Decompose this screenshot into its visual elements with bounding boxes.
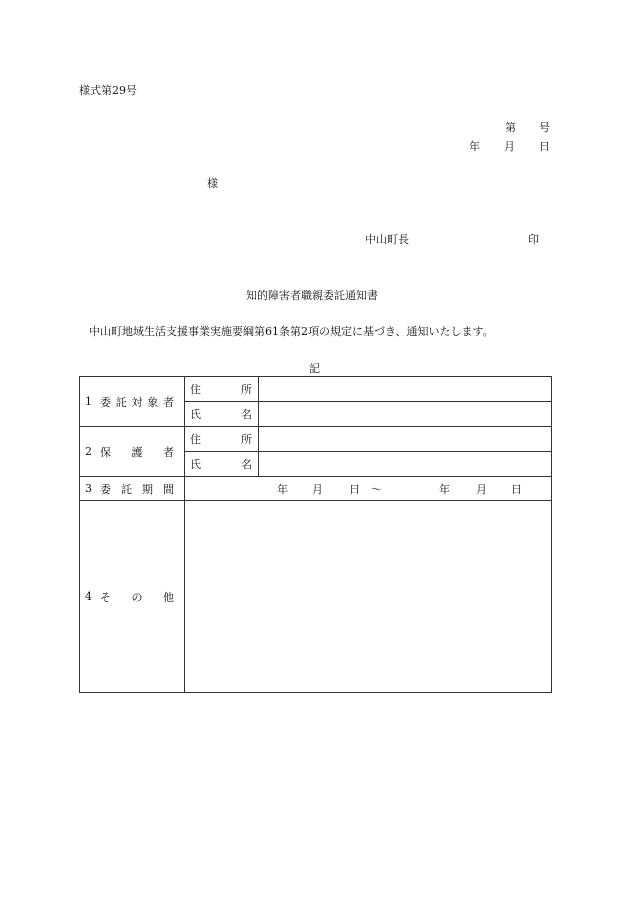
period-from-day: 日: [349, 482, 360, 496]
doc-number-prefix: 第: [505, 121, 516, 134]
target-name-value[interactable]: [259, 402, 552, 427]
target-address-value[interactable]: [259, 377, 552, 402]
category-cell: [80, 477, 185, 501]
guardian-name-value[interactable]: [259, 452, 552, 477]
notification-table: [79, 376, 552, 693]
sub-label-cell: [185, 377, 259, 402]
date-line: [469, 138, 550, 154]
category-cell: [80, 501, 185, 693]
period-from-month: 月: [312, 482, 323, 496]
row-number: 2: [85, 445, 92, 458]
document-title: 知的障害者職親委託通知書: [246, 289, 378, 302]
period-tilde: 〜: [371, 482, 382, 496]
other-value[interactable]: [185, 501, 552, 693]
date-year: 年: [469, 140, 480, 153]
sender-title: 中山町長: [365, 233, 409, 246]
label-name: 氏 名: [190, 458, 252, 471]
label-name: 氏 名: [190, 408, 252, 421]
sub-label-cell: [185, 402, 259, 427]
body-text: 中山町地域生活支援事業実施要綱第61条第2項の規定に基づき、通知いたします。: [89, 325, 494, 338]
period-value[interactable]: [185, 477, 552, 501]
sub-label-cell: [185, 427, 259, 452]
category-label: 保 護 者: [100, 445, 174, 459]
category-label: 委 託 対 象 者: [100, 395, 174, 409]
category-label: 委 託 期 間: [100, 482, 174, 496]
period-to-year: 年: [439, 482, 450, 496]
addressee: 様: [207, 177, 218, 190]
label-address: 住 所: [190, 383, 252, 396]
document-number: [505, 119, 550, 135]
category-cell: [80, 427, 185, 477]
period-from-year: 年: [277, 482, 288, 496]
period-to-month: 月: [476, 482, 487, 496]
label-address: 住 所: [190, 433, 252, 446]
sub-label-cell: [185, 452, 259, 477]
category-cell: [80, 377, 185, 427]
form-number: 様式第29号: [79, 84, 137, 97]
seal-mark: 印: [528, 233, 539, 246]
guardian-address-value[interactable]: [259, 427, 552, 452]
row-number: 3: [85, 482, 92, 495]
period-to-day: 日: [511, 482, 522, 496]
ki-heading: 記: [309, 362, 320, 375]
category-label: そ の 他: [100, 590, 174, 604]
row-number: 1: [85, 395, 92, 408]
doc-number-suffix: 号: [539, 121, 550, 134]
row-number: 4: [85, 590, 92, 603]
date-day: 日: [539, 140, 550, 153]
date-month: 月: [504, 140, 515, 153]
